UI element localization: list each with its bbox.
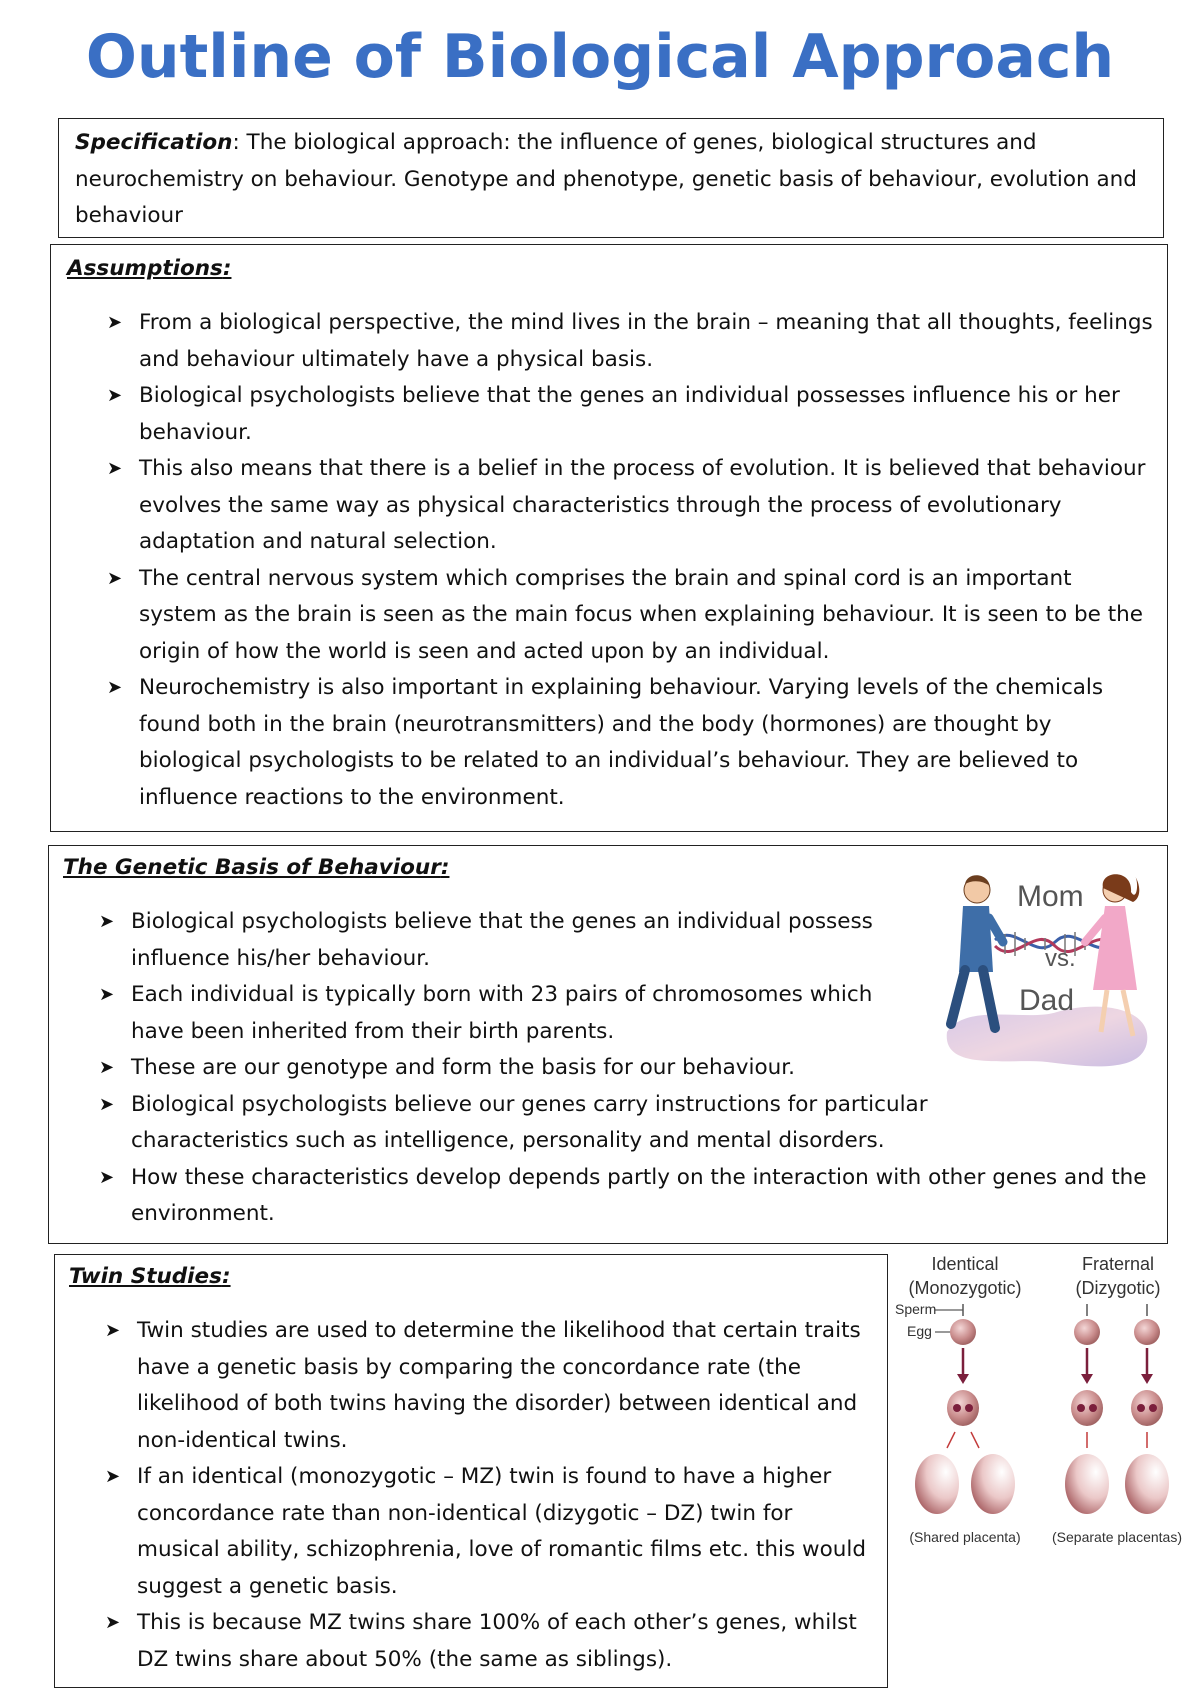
genetic-heading (63, 850, 449, 887)
arrow-bullet-icon: ➤ (107, 567, 123, 589)
assumptions-heading-suffix: : (222, 256, 232, 281)
list-item (65, 670, 1155, 816)
arrow-bullet-icon: ➤ (99, 1057, 115, 1078)
list-item-text: Biological psychologists believe our genes carry instructions for particular characteristics such as intelligence, personality and mental disorders. (131, 1091, 928, 1153)
mom-label: Mom (1017, 880, 1084, 913)
assumptions-box (50, 244, 1168, 832)
arrow-bullet-icon: ➤ (99, 984, 115, 1005)
list-item-text: These are our genotype and form the basis for our behaviour. (131, 1055, 795, 1080)
list-item (65, 305, 1155, 378)
list-item-text: This also means that there is a belief in the process of evolution. It is believed that behaviour evolves the same way as physical characteristics through the process of evolutionary adaptation and natural selection. (139, 456, 1146, 554)
shared-placenta-label: (Shared placenta) (909, 1529, 1021, 1545)
list-item (57, 977, 921, 1050)
twin-studies-box (54, 1254, 888, 1688)
list-item (65, 451, 1155, 561)
list-item-text: If an identical (monozygotic – MZ) twin is found to have a higher concordance rate than non-identical (dizygotic – DZ) twin for musical ability, schizophrenia, love of romantic films etc. this would suggest a genetic basis. (137, 1464, 866, 1599)
list-item-text: Each individual is typically born with 23 pairs of chromosomes which have been inherited from their birth parents. (131, 982, 873, 1044)
dad-label: Dad (1019, 984, 1075, 1017)
fraternal-title: Fraternal (1081, 1254, 1155, 1274)
assumptions-list (65, 305, 1155, 816)
list-item-text: Neurochemistry is also important in explaining behaviour. Varying levels of the chemicals found both in the brain (neurotransmitters) and the body (hormones) are thought by biological psychologists to be related to an individual’s behaviour. They are believed to influence reactions to the environment. (139, 675, 1104, 810)
list-item (63, 1459, 875, 1605)
twin-heading (69, 1259, 231, 1296)
arrow-bullet-icon: ➤ (105, 1320, 121, 1341)
page-title: Outline of Biological Approach (85, 22, 1115, 92)
list-item-text: How these characteristics develop depends partly on the interaction with other genes and the environment. (131, 1164, 1147, 1226)
assumptions-heading-text: Assumptions (67, 256, 223, 281)
list-item-text: This is because MZ twins share 100% of each other’s genes, whilst DZ twins share about 50% (the same as siblings). (137, 1610, 857, 1672)
identical-subtitle: (Monozygotic) (908, 1278, 1022, 1298)
list-item-text: The central nervous system which comprises the brain and spinal cord is an important system as the brain is seen as the main focus when explaining behaviour. It is seen to be the origin of how the world is seen and acted upon by an individual. (139, 565, 1143, 664)
list-item-text: Twin studies are used to determine the likelihood that certain traits have a genetic basis by comparing the concordance rate (the likelihood of both twins having the disorder) between identical and non-identical twins. (137, 1318, 861, 1453)
list-item-text: Biological psychologists believe that the genes an individual possesses influence his or her behaviour. (139, 383, 1120, 445)
vs-label: vs. (1045, 945, 1076, 972)
arrow-bullet-icon: ➤ (99, 911, 115, 932)
list-item-text: Biological psychologists believe that the genes an individual possess influence his/her behaviour. (131, 909, 873, 971)
specification-label: Specification (75, 130, 233, 155)
list-item (57, 1087, 1091, 1160)
specification-box (58, 118, 1164, 238)
dad-figure (951, 875, 1003, 1028)
list-item (63, 1313, 907, 1459)
list-item (65, 378, 1155, 451)
mom-vs-dad-illustration (937, 862, 1157, 1082)
list-item (57, 1160, 1191, 1233)
assumptions-heading (67, 251, 231, 288)
egg-label: Egg (907, 1323, 932, 1339)
arrow-bullet-icon: ➤ (107, 385, 123, 406)
specification-body: : The biological approach: the influence of genes, biological structures and neurochemistry on behaviour. Genotype and phenotype, genetic basis of behaviour, evolution and behaviour (75, 130, 1137, 228)
twin-heading-text: Twin Studies (69, 1264, 222, 1289)
arrow-bullet-icon: ➤ (105, 1466, 121, 1487)
separate-placentas-label: (Separate placentas) (1052, 1529, 1182, 1545)
arrow-bullet-icon: ➤ (99, 1093, 115, 1115)
arrow-bullet-icon: ➤ (99, 1166, 115, 1188)
list-item (57, 1050, 991, 1087)
arrow-bullet-icon: ➤ (105, 1612, 121, 1633)
arrow-bullet-icon: ➤ (107, 458, 123, 479)
arrow-bullet-icon: ➤ (107, 677, 123, 698)
list-item (57, 904, 971, 977)
twin-heading-suffix: : (221, 1264, 231, 1289)
twin-list (63, 1313, 875, 1678)
list-item-text: From a biological perspective, the mind lives in the brain – meaning that all thoughts, feelings and behaviour ultimately have a physical basis. (139, 310, 1153, 372)
twin-diagram (895, 1252, 1185, 1562)
fraternal-column (1065, 1304, 1169, 1514)
fraternal-subtitle: (Dizygotic) (1075, 1278, 1161, 1298)
genetic-basis-box (48, 845, 1168, 1244)
list-item (63, 1605, 875, 1678)
arrow-bullet-icon: ➤ (107, 312, 123, 333)
genetic-heading-text: The Genetic Basis of Behaviour (63, 855, 441, 880)
list-item (65, 561, 1155, 671)
specification-text (75, 125, 1145, 235)
identical-title: Identical (931, 1254, 999, 1274)
genetic-heading-suffix: : (440, 855, 450, 880)
sperm-label: Sperm (895, 1301, 937, 1317)
